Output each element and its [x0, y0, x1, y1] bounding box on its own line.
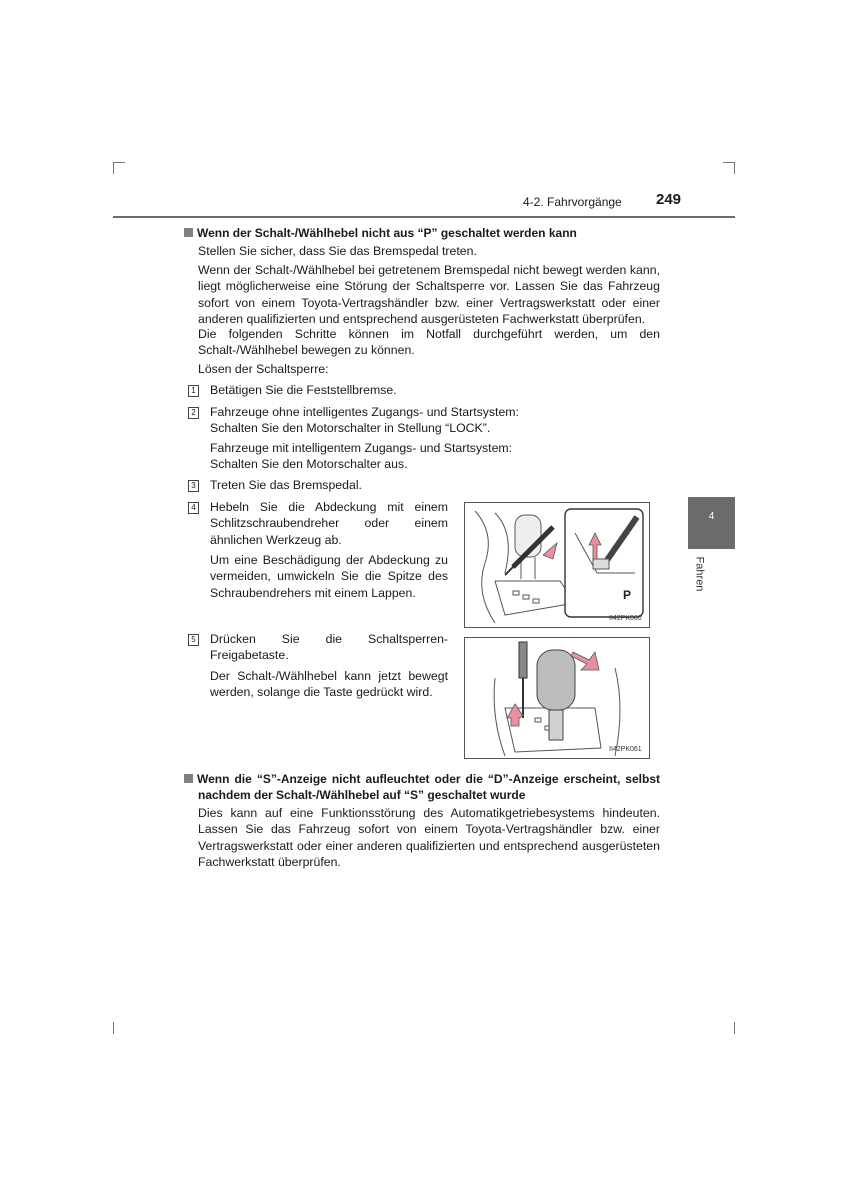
step-2-text: Fahrzeuge ohne intelligentes Zugangs- und Startsystem: Schalten Sie den Motorschalter in Stellung “LOCK”.	[210, 405, 519, 436]
step-4-number: 4	[188, 502, 199, 514]
shift-knob	[537, 650, 575, 710]
section1-p1: Stellen Sie sicher, dass Sie das Bremspedal treten.	[198, 244, 477, 258]
step-1-number: 1	[188, 385, 199, 397]
step-4-text: Hebeln Sie die Abdeckung mit einem Schlitzschraubendreher oder einem ähnlichen Werkzeug ab.	[210, 500, 448, 547]
section1-heading: Wenn der Schalt-/Wählhebel nicht aus “P” geschaltet werden kann	[184, 225, 577, 241]
chapter-label: Fahren	[693, 556, 706, 592]
down-arrow-icon	[507, 704, 523, 726]
screwdriver-handle	[519, 642, 527, 678]
chapter-tab	[688, 497, 735, 549]
chapter-number: 4	[708, 511, 715, 522]
square-bullet-icon	[184, 228, 193, 237]
section1-p3: Die folgenden Schritte können im Notfall durchgeführt werden, um den Schalt-/Wählhebel bewegen zu können.	[198, 327, 660, 358]
figure-2-illustration	[465, 638, 649, 758]
figure-cover-removal	[464, 502, 650, 628]
chapter-label-wrap	[690, 556, 716, 596]
figure-2-code: II42PK061	[609, 746, 642, 753]
header-rule	[113, 216, 735, 218]
square-bullet-icon	[184, 774, 193, 783]
section1-p2: Wenn der Schalt-/Wählhebel bei getretenem Bremspedal nicht bewegt werden kann, liegt möglicherweise eine Störung der Schaltsperre vor. Lassen Sie das Fahrzeug sofort von einem Toyota-Vertragshändler bzw. einer Vertragswerkstatt oder einer anderen qualifizierten und entsprechend ausgerüsteten Fachwerkstatt überprüfen.	[198, 263, 660, 326]
figure-1-illustration	[465, 503, 649, 627]
section1-p4: Lösen der Schaltsperre:	[198, 362, 329, 376]
step-1-text: Betätigen Sie die Feststellbremse.	[210, 383, 397, 397]
section2-heading-line2: nachdem der Schalt-/Wählhebel auf “S” geschaltet wurde	[198, 788, 526, 802]
step-4-subtext: Um eine Beschädigung der Abdeckung zu vermeiden, umwickeln Sie die Spitze des Schraubendrehers mit einem Lappen.	[210, 553, 448, 600]
section2-p1: Dies kann auf eine Funktionsstörung des Automatikgetriebesystems hindeuten. Lassen Sie das Fahrzeug sofort von einem Toyota-Vertragshändler bzw. einer Vertragswerkstatt oder einer anderen qualifizierten und entsprechend ausgerüsteten Fachwerkstatt überprüfen.	[198, 806, 660, 869]
crop-mark-bottom-left-v	[113, 1022, 114, 1034]
figure-release-button	[464, 637, 650, 759]
section2-heading: Wenn die “S”-Anzeige nicht aufleuchtet oder die “D”-Anzeige erscheint, selbst nachdem der Schalt-/Wählhebel auf “S” geschaltet wurde	[184, 771, 660, 803]
step-5-subtext: Der Schalt-/Wählhebel kann jetzt bewegt werden, solange die Taste gedrückt wird.	[210, 669, 448, 700]
inset-letter: P	[623, 588, 632, 602]
step-3-number: 3	[188, 480, 199, 492]
page-number: 249	[656, 191, 682, 208]
step-5-text: Drücken Sie die Schaltsperren-Freigabetaste.	[210, 632, 448, 663]
step-5-number: 5	[188, 634, 199, 646]
step-2-subtext: Fahrzeuge mit intelligentem Zugangs- und Startsystem: Schalten Sie den Motorschalter aus.	[210, 441, 513, 472]
figure-1-code: II42PK060	[609, 615, 642, 622]
crop-mark-top-left-h	[113, 162, 125, 163]
step-2-number: 2	[188, 407, 199, 419]
section-title: 4-2. Fahrvorgänge	[523, 195, 622, 209]
crop-mark-top-left-v	[113, 162, 114, 174]
arrow-icon	[543, 543, 557, 559]
crop-mark-bottom-right-v	[734, 1022, 735, 1034]
crop-mark-top-right-v	[734, 162, 735, 174]
step-3-text: Treten Sie das Bremspedal.	[210, 478, 362, 492]
